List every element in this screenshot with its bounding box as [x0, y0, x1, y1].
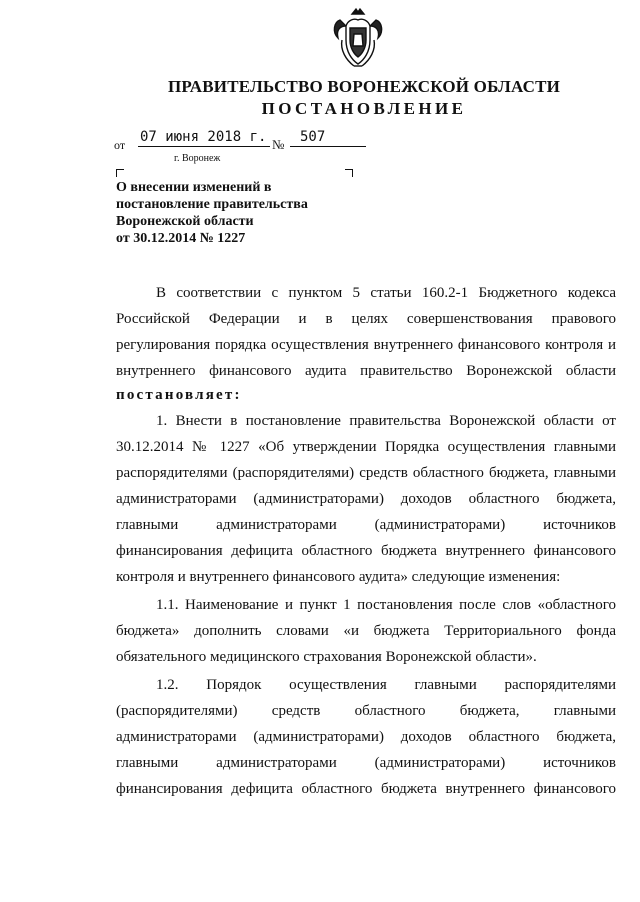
document-number: 507	[290, 129, 366, 147]
body-line: 1. Внести в постановление правительства Воронежской области от	[156, 413, 616, 429]
subject-line: О внесении изменений в	[116, 180, 272, 195]
body-line: бюджета» дополнить словами «и бюджета Территориального фонда	[116, 623, 616, 639]
body-line: обязательного медицинского страхования Воронежской области».	[116, 649, 537, 665]
subject-line: постановление правительства	[116, 197, 308, 212]
body-line: администраторами (администраторами) доходов областного бюджета,	[116, 491, 616, 507]
body-line: 1.2. Порядок осуществления главными распорядителями	[156, 677, 616, 693]
body-line: администраторами (администраторами) доходов областного бюджета,	[116, 729, 616, 745]
body-line: (распорядителями) средств областного бюджета, главными	[116, 703, 616, 719]
body-line: финансирования дефицита областного бюджета внутреннего финансового	[116, 781, 616, 797]
body-line: В соответствии с пунктом 5 статьи 160.2-1 Бюджетного кодекса	[156, 285, 616, 301]
document-subject	[116, 179, 356, 247]
subject-line: от 30.12.2014 № 1227	[116, 231, 246, 246]
resolves-keyword: постановляет:	[116, 387, 242, 403]
government-title: ПРАВИТЕЛЬСТВО ВОРОНЕЖСКОЙ ОБЛАСТИ	[167, 77, 561, 96]
document-date: 07 июня 2018 г.	[138, 129, 270, 147]
body-line: регулирования порядка осуществления внутреннего финансового контроля и	[116, 337, 616, 353]
body-line: 1.1. Наименование и пункт 1 постановления после слов «областного	[156, 597, 616, 613]
body-line: 30.12.2014 № 1227 «Об утверждении Порядка осуществления главными	[116, 439, 616, 455]
subject-line: Воронежской области	[116, 214, 254, 229]
body-line: главными администраторами (администраторами) источников	[116, 755, 616, 771]
date-label: от	[114, 138, 126, 152]
document-type-title: ПОСТАНОВЛЕНИЕ	[261, 99, 467, 118]
number-label: №	[272, 137, 285, 152]
body-line: главными администраторами (администраторами) источников	[116, 517, 616, 533]
subject-corner-left	[116, 169, 124, 177]
body-line: внутреннего финансового аудита правительство Воронежской области	[116, 363, 616, 379]
city-label: г. Воронеж	[174, 153, 221, 164]
coat-of-arms-icon	[330, 6, 386, 70]
body-line: распорядителями (распорядителями) средств областного бюджета, главными	[116, 465, 616, 481]
body-line: контроля и внутреннего финансового аудита» следующие изменения:	[116, 569, 561, 585]
body-line: финансирования дефицита областного бюджета внутреннего финансового	[116, 543, 616, 559]
subject-corner-right	[345, 169, 353, 177]
body-line: Российской Федерации и в целях совершенствования правового	[116, 311, 616, 327]
